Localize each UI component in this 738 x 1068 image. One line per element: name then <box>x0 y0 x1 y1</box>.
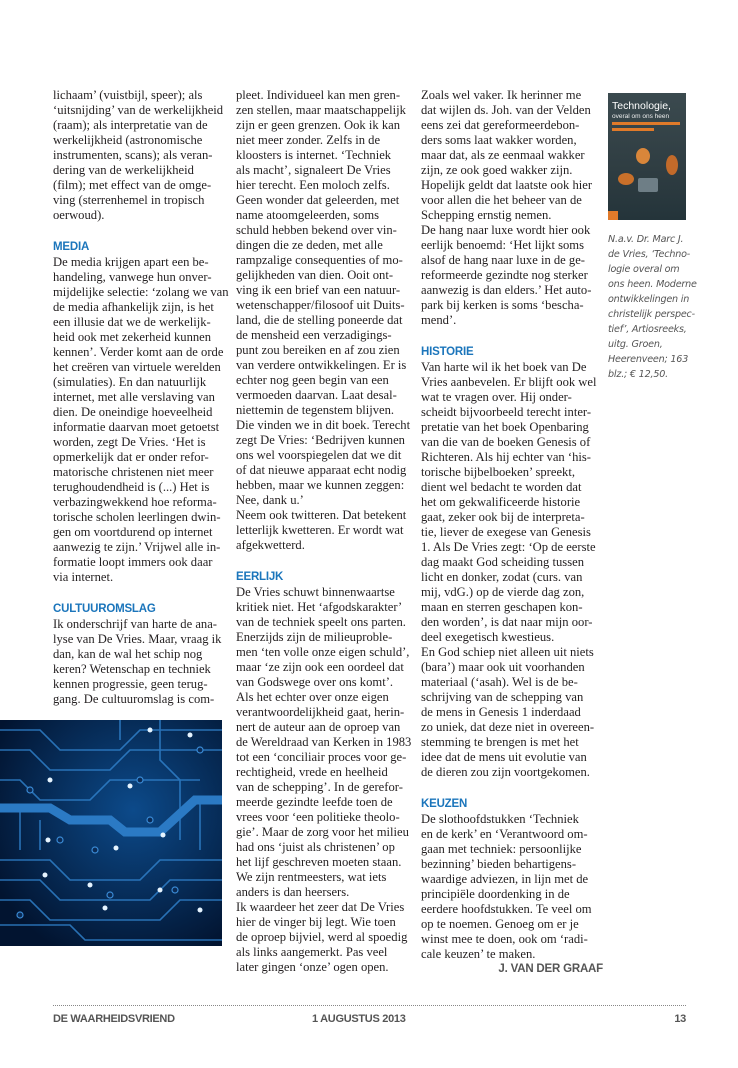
book-cover-image <box>608 93 686 220</box>
paragraph: Zoals wel vaker. Ik herinner me dat wijlen ds. Joh. van der Velden eens zei dat gereformeerdebon- ders soms laat wakker worden, maar dat, als ze eenmaal wakker zijn, ze ook goed wakker zijn. Hopelijk geldt dat laatste ook hier voor allen die het beheer van de Schepping ernstig nemen. De hang naar luxe wordt hier ook eerlijk benoemd: ‘Het lijkt soms alsof de hang naar luxe in de ge- reformeerde gezindte nog sterker aanwezig is dan elders.’ Het auto- park bij kerken is soms ‘bescha- mend’. <box>421 88 593 327</box>
cover-decor <box>638 178 658 192</box>
paragraph: lichaam’ (vuistbijl, speer); als ‘uitsnijding’ van de werkelijkheid (raam); als interpretatie van de werkelijkheid (astronomische instrumenten, scans); als veran- dering van de werkelijkheid (film); met effect van de omge- ving (sterrenhemel in tropisch oerwoud). <box>53 88 224 222</box>
author-signature: J. VAN DER GRAAF <box>498 963 603 975</box>
cover-subtitle-bar <box>612 122 680 125</box>
paragraph: Van harte wil ik het boek van De Vries aanbevelen. Er blijft ook wel wat te vragen over. Hij onder- scheidt bijvoorbeeld terecht inter- pretatie van het boek Openbaring van die van de boeken Genesis of Richteren. Als hij echter van ‘his- torische bijbelboeken’ spreekt, dient wel bedacht te worden dat het om gekwalificeerde historie gaat, zeker ook bij de interpreta- tie, liever de exegese van Genesis 1. Als De Vries zegt: ‘Op de eerste dag maakt God scheiding tussen licht en donker, zodat (curs. van mij, vdG.) op de vierde dag zon, maan en sterren geschapen kon- den worden’, is dat naar mijn oor- deel exegetisch kwestieus. En God schiep niet alleen uit niets (bara’) maar ook uit voorhanden materiaal (‘asah). Wel is de be- schrijving van de schepping van de mens in Genesis 1 inderdaad zo uniek, dat deze niet in overeen- stemming te brengen is met het idee dat de mens uit evolutie van de dieren zou zijn voortgekomen. <box>421 360 597 779</box>
section-heading-historie: HISTORIE <box>421 346 474 358</box>
cover-publisher-mark <box>608 211 618 220</box>
cover-decor <box>618 173 634 185</box>
section-heading-cultuuromslag: CULTUUROMSLAG <box>53 603 156 615</box>
section-heading-eerlijk: EERLIJK <box>236 571 284 583</box>
paragraph: Ik onderschrijf van harte de ana- lyse van De Vries. Maar, vraag ik dan, kan de wal het schip nog keren? Wetenschap en techniek kennen progressie, geen terug- gang. De cultuuromslag is com- <box>53 617 222 706</box>
book-caption: N.a.v. Dr. Marc J. de Vries, ‘Techno- logie overal om ons heen. Moderne ontwikkelingen in christelijk perspec- tief’, Artiosreeks, uitg. Groen, Heerenveen; 163 blz.; € 12,50. <box>608 234 697 380</box>
cover-decor <box>636 148 650 164</box>
book-cover-subtitle: overal om ons heen <box>612 113 670 120</box>
footer-date: 1 AUGUSTUS 2013 <box>312 1013 406 1025</box>
footer-publication: DE WAARHEIDSVRIEND <box>53 1013 175 1025</box>
section-heading-keuzen: KEUZEN <box>421 798 468 810</box>
cover-subtitle-bar <box>612 128 654 131</box>
paragraph: De Vries schuwt binnenwaartse kritiek niet. Het ‘afgodskarakter’ van de techniek speelt ons parten. Enerzijds zijn de milieuproble- men ‘ten volle onze eigen schuld’, maar ‘ze zijn ook een oordeel dat van Godswege over ons komt’. Als het echter over onze eigen verantwoordelijkheid gaat, herin- nert de auteur aan de oproep van de Wereldraad van Kerken in 1983 tot een ‘conciliair proces voor ge- rechtigheid, vrede en heelheid van de schepping’. In de gerefor- meerde gezindte leefde toen de vrees voor ‘een politieke theolo- gie’. Maar de zorg voor het milieu had ons ‘juist als christenen’ op het lijf geschreven moeten staan. We zijn rentmeesters, wat iets anders is dan heersers. Ik waardeer het zeer dat De Vries hier de vinger bij legt. Wie toen de oproep bijviel, werd al spoedig als links aangemerkt. Pas veel later gingen ‘onze’ ogen open. <box>236 585 412 974</box>
circuit-board-image <box>0 720 222 946</box>
paragraph: pleet. Individueel kan men gren- zen stellen, maar maatschappelijk zijn er geen grenzen. Ook ik kan niet meer zonder. Zelfs in de kloosters is internet. ‘Techniek als macht’, signaleert De Vries hier terecht. Een moloch zelfs. Geen wonder dat geleerden, met name atoomgeleerden, soms schuld hebben bekend over vin- dingen die ze deden, met alle rampzalige consequenties of mo- gelijkheden van dien. Ooit ont- ving ik een brief van een natuur- wetenschapper/filosoof uit Duits- land, die de stelling poneerde dat de mensheid een verzadigings- punt zou bereiken en af zou zien van verdere ontwikkelingen. Er is echter nog geen begin van een vermoeden daarvan. Laat desal- niettemin de tegenstem blijven. Die vinden we in dit boek. Terecht zegt De Vries: ‘Bedrijven kunnen ons wel voorspiegelen dat we dit of dat nieuwe apparaat echt nodig hebben, maar we kunnen zeggen: Nee, dank u.’ Neem ook twitteren. Dat betekent letterlijk kwetteren. Er wordt wat afgekwetterd. <box>236 88 411 552</box>
footer-page-number: 13 <box>674 1013 686 1025</box>
book-cover-title: Technologie, <box>612 100 671 112</box>
paragraph: De media krijgen apart een be- handeling, vanwege hun onver- mijdelijke selectie: ‘zolang we van de media afhankelijk zijn, is het een illusie dat we de werkelijk- heid ook met zekerheid kunnen kennen’. Verder komt aan de orde het creëren van virtuele werelden (simulaties). En dan natuurlijk internet, met alle verslaving van dien. De oneindige hoeveelheid informatie daarvan moet getoetst worden, zegt De Vries. ‘Het is opmerkelijk dat er onder refor- matorische christenen niet meer terughoudendheid is (...) Het is verbazingwekkend hoe reforma- torische scholen leerlingen dwin- gen om voortdurend op internet aanwezig te zijn.’ Vrijwel alle in- formatie loopt immers ook daar via internet. <box>53 255 229 584</box>
article-column-2 <box>236 88 418 975</box>
footer-divider <box>53 1005 686 1006</box>
article-column-1 <box>53 88 235 707</box>
article-column-3 <box>421 88 603 977</box>
section-heading-media: MEDIA <box>53 241 90 253</box>
paragraph: De slothoofdstukken ‘Techniek en de kerk’ en ‘Verantwoord om- gaan met techniek: persoonlijke bezinning’ bieden behartigens- waardige adviezen, in lijn met de principiële doordenking in de eerdere hoofdstukken. Te veel om op te noemen. Genoeg om er je winst mee te doen, ook om ‘radi- cale keuzen’ te maken. <box>421 812 592 961</box>
cover-decor <box>666 155 678 175</box>
circuit-board-illustration <box>0 720 222 946</box>
